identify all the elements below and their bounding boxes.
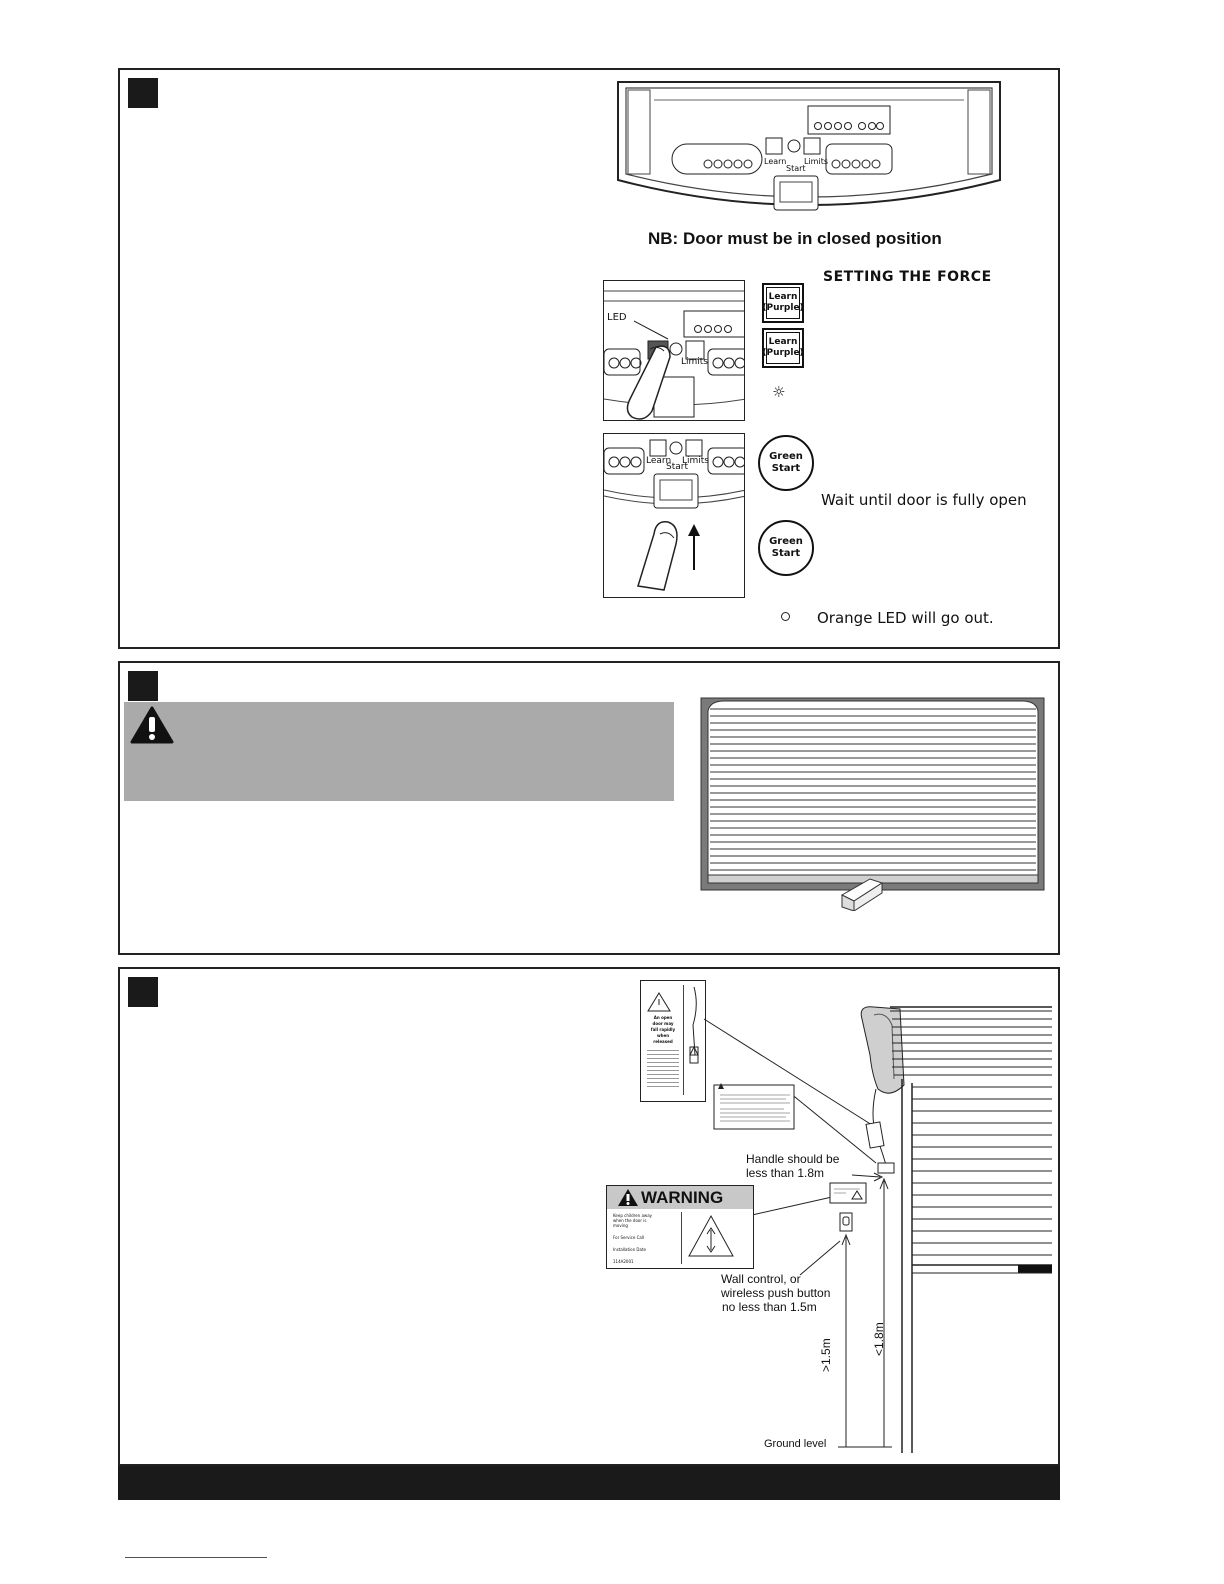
closeup-label-led: LED bbox=[607, 312, 627, 323]
green-start-button-icon-2: Green Start bbox=[758, 520, 814, 576]
handle-height-note-line-1: Handle should be bbox=[746, 1152, 840, 1166]
warning-label-line-5: Installation Date bbox=[613, 1247, 646, 1252]
card-text-5: released bbox=[653, 1039, 673, 1044]
footer-link-underline bbox=[125, 1557, 267, 1558]
handle-height-note-line-2: less than 1.8m bbox=[746, 1166, 825, 1180]
warning-label-line-6: 114A2001 bbox=[613, 1259, 634, 1264]
door-closed-note: NB: Door must be in closed position bbox=[648, 229, 942, 248]
wall-control-note-line-2: wireless push button bbox=[721, 1286, 831, 1300]
warning-label-door-moving-icon bbox=[687, 1214, 735, 1258]
wall-control-note-line-3: no less than 1.5m bbox=[722, 1300, 817, 1314]
closeup-label-start: Start bbox=[666, 462, 688, 472]
closeup-learn-press bbox=[603, 280, 745, 421]
warning-label-line-4: For Service Call bbox=[613, 1235, 645, 1240]
step-number-box-2 bbox=[128, 671, 158, 701]
warning-label-line-3: moving bbox=[613, 1223, 628, 1228]
closeup-start-press bbox=[603, 433, 745, 598]
warning-triangle-icon bbox=[130, 706, 174, 744]
step-number-box-3 bbox=[128, 977, 158, 1007]
learn-button-icon-2: Learn (Purple) bbox=[762, 328, 804, 368]
closeup-label-limits-2: Limits bbox=[682, 456, 709, 466]
setting-force-heading: SETTING THE FORCE bbox=[823, 269, 992, 285]
warning-label bbox=[606, 1185, 754, 1269]
orange-led-out-text: Orange LED will go out. bbox=[817, 609, 994, 627]
board-label-start: Start bbox=[786, 164, 806, 173]
led-off-icon bbox=[781, 612, 790, 621]
footer-bar bbox=[118, 1466, 1060, 1500]
ground-level-label: Ground level bbox=[764, 1438, 827, 1450]
card-text-3: fall rapidly bbox=[650, 1027, 676, 1032]
closeup-label-limits: Limits bbox=[681, 357, 708, 367]
min-height-dimension: >1.5m bbox=[819, 1338, 833, 1372]
board-label-limits: Limits bbox=[804, 157, 828, 166]
step-number-box bbox=[128, 78, 158, 108]
warning-banner bbox=[124, 702, 674, 801]
wait-door-open-text: Wait until door is fully open bbox=[821, 491, 1027, 509]
opener-board-illustration bbox=[614, 80, 1004, 220]
roller-door-with-obstacle-illustration bbox=[700, 697, 1046, 911]
learn-button-icon-1: Learn (Purple) bbox=[762, 283, 804, 323]
closeup-label-learn: Learn bbox=[646, 456, 672, 466]
card-text-1: An open bbox=[653, 1015, 673, 1020]
warning-label-line-1: Keep children away bbox=[613, 1213, 653, 1218]
max-height-dimension: <1.8m bbox=[872, 1322, 886, 1356]
card-text-2: door may bbox=[652, 1021, 674, 1026]
wall-control-note-line-1: Wall control, or bbox=[721, 1272, 801, 1286]
card-text-4: when bbox=[656, 1033, 670, 1038]
warning-label-divider bbox=[681, 1212, 682, 1264]
warning-label-line-2: when the door is bbox=[613, 1218, 647, 1223]
warning-label-triangle-icon bbox=[617, 1188, 639, 1207]
green-start-button-icon-1: Green Start bbox=[758, 435, 814, 491]
warning-label-title: WARNING bbox=[641, 1188, 724, 1207]
led-flashing-icon: ☼ bbox=[772, 383, 786, 401]
board-label-learn: Learn bbox=[764, 157, 787, 166]
